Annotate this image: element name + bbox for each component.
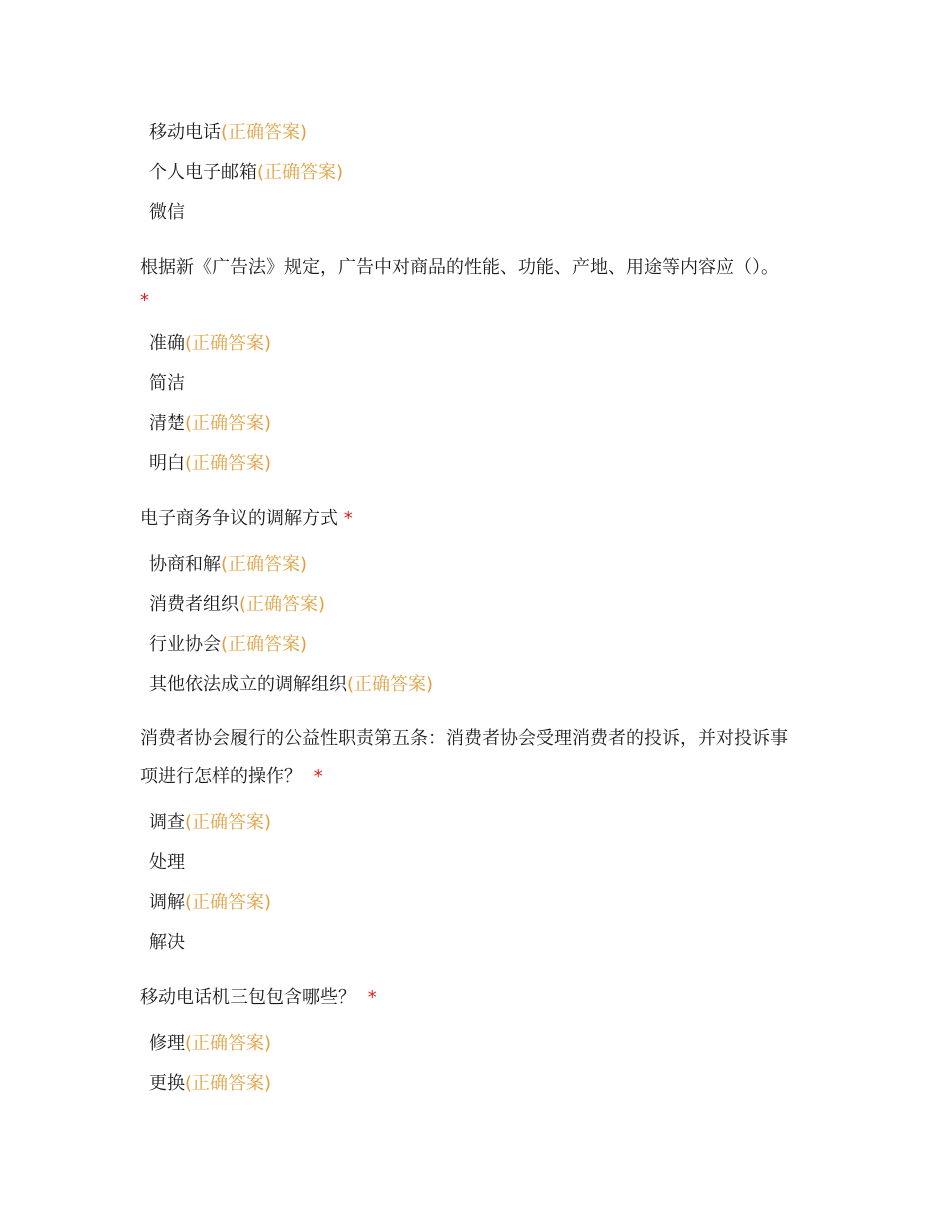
question-title-text: 移动电话机三包包含哪些？	[140, 987, 356, 1008]
option-item	[149, 332, 271, 356]
option-item	[149, 891, 271, 915]
option-text: 个人电子邮箱	[149, 162, 257, 183]
correct-answer-tag: (正确答案)	[185, 413, 272, 434]
correct-answer-tag: (正确答案)	[239, 594, 326, 615]
correct-answer-tag: (正确答案)	[185, 453, 272, 474]
option-item	[149, 673, 433, 697]
required-marker	[140, 289, 149, 313]
option-text: 解决	[149, 932, 185, 953]
option-item	[149, 412, 271, 436]
question-title-continued	[140, 765, 323, 789]
option-item	[149, 1072, 271, 1096]
option-text: 调解	[149, 892, 185, 913]
option-text: 消费者组织	[149, 594, 239, 615]
question-title-text: 消费者协会履行的公益性职责第五条：消费者协会受理消费者的投诉，并对投诉事	[140, 728, 788, 749]
option-item	[149, 1032, 271, 1056]
option-item	[149, 553, 307, 577]
option-item	[149, 633, 307, 657]
option-item	[149, 593, 325, 617]
option-item	[149, 161, 343, 185]
correct-answer-tag: (正确答案)	[185, 892, 272, 913]
question-title-text: 项进行怎样的操作？	[140, 766, 302, 787]
option-text: 调查	[149, 812, 185, 833]
option-item	[149, 931, 185, 955]
option-text: 清楚	[149, 413, 185, 434]
question-title	[140, 727, 788, 751]
correct-answer-tag: (正确答案)	[347, 674, 434, 695]
option-text: 微信	[149, 202, 185, 223]
option-text: 其他依法成立的调解组织	[149, 674, 347, 695]
option-item	[149, 811, 271, 835]
question-title	[140, 986, 377, 1010]
correct-answer-tag: (正确答案)	[185, 1073, 272, 1094]
option-text: 明白	[149, 453, 185, 474]
option-item	[149, 201, 185, 225]
question-title-text: 电子商务争议的调解方式	[140, 508, 338, 529]
correct-answer-tag: (正确答案)	[257, 162, 344, 183]
option-item	[149, 372, 185, 396]
option-text: 准确	[149, 333, 185, 354]
option-text: 移动电话	[149, 122, 221, 143]
option-text: 协商和解	[149, 554, 221, 575]
option-text: 简洁	[149, 373, 185, 394]
option-text: 修理	[149, 1033, 185, 1054]
correct-answer-tag: (正确答案)	[185, 1033, 272, 1054]
option-text: 更换	[149, 1073, 185, 1094]
required-star: *	[140, 290, 149, 311]
correct-answer-tag: (正确答案)	[185, 333, 272, 354]
question-title	[140, 507, 353, 531]
question-title-text: 根据新《广告法》规定，广告中对商品的性能、功能、产地、用途等内容应（）。	[140, 257, 779, 278]
correct-answer-tag: (正确答案)	[221, 634, 308, 655]
correct-answer-tag: (正确答案)	[221, 554, 308, 575]
question-title	[140, 256, 779, 280]
correct-answer-tag: (正确答案)	[185, 812, 272, 833]
correct-answer-tag: (正确答案)	[221, 122, 308, 143]
required-star: *	[367, 987, 377, 1008]
option-text: 行业协会	[149, 634, 221, 655]
option-item	[149, 452, 271, 476]
required-star: *	[343, 508, 353, 529]
option-text: 处理	[149, 852, 185, 873]
option-item	[149, 121, 307, 145]
required-star: *	[313, 766, 323, 787]
option-item	[149, 851, 185, 875]
